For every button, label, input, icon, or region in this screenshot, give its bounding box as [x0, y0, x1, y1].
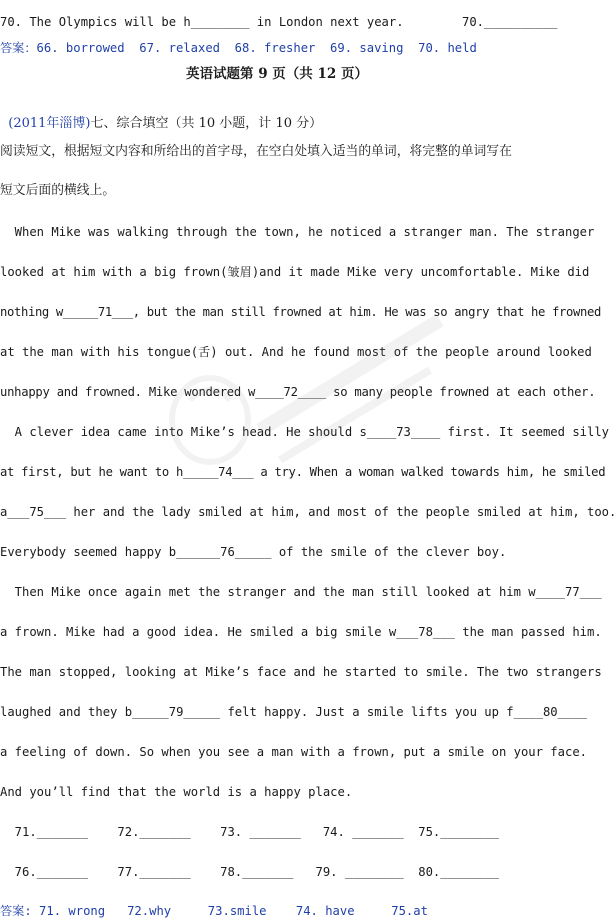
question-70-answer-blank: 70.__________ — [462, 15, 558, 29]
instruction-line-1: 阅读短文，根据短文内容和所给出的首字母，在空白处填入适当的单词，将完整的单词写在 — [0, 144, 512, 159]
answers-71-75: 答案: 71. wrong 72.why 73.smile 74. have 75.at — [0, 904, 428, 918]
passage-line: a___75___ her and the lady smiled at him, and most of the people smiled at him, too. — [0, 505, 616, 519]
page-header: 英语试题第 9 页（共 12 页） — [186, 66, 368, 82]
answer-blanks-76-80: 76._______ 77._______ 78._______ 79. ________ 80.________ — [0, 865, 499, 879]
passage-line: A clever idea came into Mike’s head. He should s____73____ first. It seemed silly — [0, 425, 610, 439]
passage-line: looked at him with a big frown(皱眉)and it made Mike very uncomfortable. Mike did — [0, 265, 590, 279]
passage-line: laughed and they b_____79_____ felt happy. Just a smile lifts you up f____80____ — [0, 705, 587, 719]
answer-blanks-71-75: 71._______ 72._______ 73. _______ 74. _______ 75.________ — [0, 825, 499, 839]
passage-line: When Mike was walking through the town, he noticed a stranger man. The stranger — [0, 225, 595, 239]
section-source: (2011年淄博) — [8, 116, 91, 131]
instruction-line-2: 短文后面的横线上。 — [0, 183, 116, 198]
question-70: 70. The Olympics will be h________ in London next year. — [0, 15, 404, 29]
passage-line: a feeling of down. So when you see a man with a frown, put a smile on your face. — [0, 745, 587, 759]
section-title: 七、综合填空（共 10 小题，计 10 分） — [90, 116, 323, 131]
section-heading — [0, 100, 322, 132]
passage-line: a frown. Mike had a good idea. He smiled a big smile w___78___ the man passed him. — [0, 625, 602, 639]
passage-line: Everybody seemed happy b______76_____ of the smile of the clever boy. — [0, 545, 507, 559]
passage-line: And you’ll find that the world is a happy place. — [0, 785, 353, 799]
passage-line: nothing w_____71___, but the man still frowned at him. He was so angry that he frowned — [0, 305, 601, 319]
answers-66-70: 答案：66. borrowed 67. relaxed 68. fresher 69. saving 70. held — [0, 41, 477, 55]
passage-line: Then Mike once again met the stranger and the man still looked at him w____77___ — [0, 585, 602, 599]
passage-line: The man stopped, looking at Mike’s face and he started to smile. The two strangers — [0, 665, 602, 679]
passage-line: unhappy and frowned. Mike wondered w____72____ so many people frowned at each other. — [0, 385, 596, 399]
passage-line: at the man with his tongue(舌) out. And he found most of the people around looked — [0, 345, 592, 359]
passage-line: at first, but he want to h_____74___ a try. When a woman walked towards him, he smiled — [0, 465, 606, 479]
